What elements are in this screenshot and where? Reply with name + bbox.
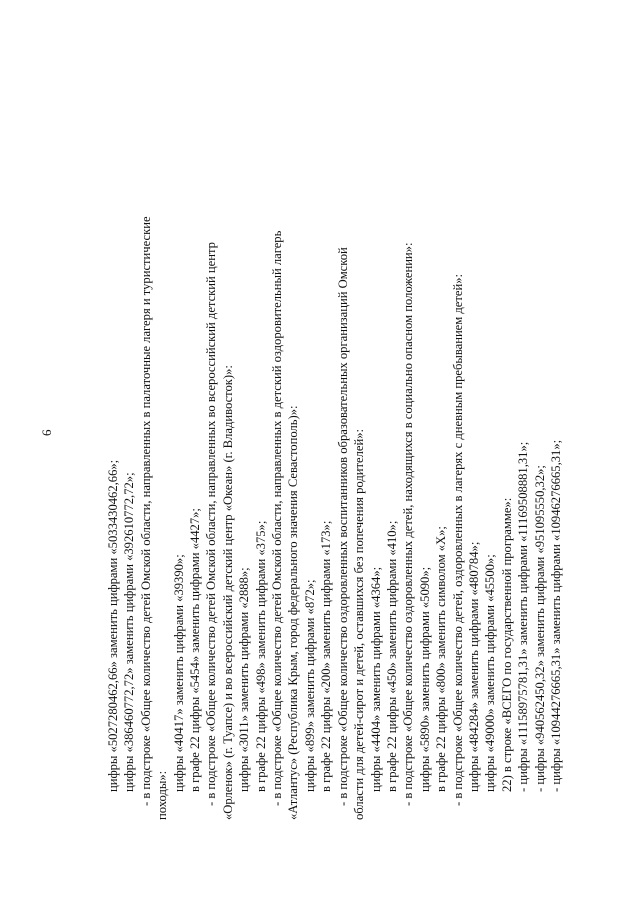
text-line: в графе 22 цифры «498» заменить цифрами «375»; [253,520,268,792]
text-line: цифры «4404» заменить цифрами «4364»; [368,566,383,792]
text-line: цифры «3011» заменить цифрами «2888»; [237,567,252,792]
text-line: - в подстроке «Общее количество детей Омской области, направленных в палаточные лагеря и туристические [138,216,153,806]
text-line: в графе 22 цифры «5454» заменить цифрами «4427»; [188,508,203,792]
text-line: в графе 22 цифры «450» заменить цифрами «410»; [384,520,399,792]
page-number: 6 [39,429,54,436]
text-line: - в подстроке «Общее количество оздоровленных детей, находящихся в социально опасном положении»: [401,242,416,806]
text-line: - в подстроке «Общее количество детей Омской области, направленных во всероссийский детский центр [204,242,219,806]
text-line: - в подстроке «Общее количество детей, оздоровленных в лагерях с дневным пребыванием детей»: [450,273,465,806]
text-line: 22) в строке «ВСЕГО по государственной программе»: [499,497,514,792]
text-line: - цифры «10944276665,31» заменить цифрами «10946276665,31»; [548,439,563,792]
text-line: - цифры «940562450,32» заменить цифрами «951095550,32»; [532,465,547,792]
text-line: «Орленок» (г. Туапсе) и во всероссийский детский центр «Океан» (г. Владивосток)»: [220,365,235,820]
text-line: цифры «386460772,72» заменить цифрами «392610772,72»; [122,472,137,792]
text-line: цифры «5890» заменить цифрами «5090»; [417,566,432,792]
text-line: области для детей-сирот и детей, оставшихся без попечения родителей»: [352,428,367,820]
text-line: цифры «49000» заменить цифрами «45500»; [483,554,498,792]
document-body [105,70,564,820]
text-line: - в подстроке «Общее количество детей Омской области, направленных в детский оздоровительный лагерь [270,230,285,806]
text-line: цифры «40417» заменить цифрами «39390»; [171,554,186,792]
text-line: цифры «899» заменить цифрами «872»; [302,579,317,792]
text-line: в графе 22 цифры «800» заменить символом «Х»; [434,526,449,792]
text-line: «Атлантус» (Республика Крым, город федерального значения Севастополь)»: [286,405,301,820]
text-line: походы»: [155,770,170,820]
text-line: цифры «484284» заменить цифрами «480784»; [466,541,481,792]
text-line: - в подстроке «Общее количество оздоровленных воспитанников образовательных организаций Омской [335,247,350,806]
text-line: в графе 22 цифры «200» заменить цифрами «173»; [319,520,334,792]
text-line: цифры «5027280462,66» заменить цифрами «5033430462,66»; [106,459,120,792]
text-line: - цифры «11158975781,31» заменить цифрами «11169508881,31»; [516,441,531,792]
